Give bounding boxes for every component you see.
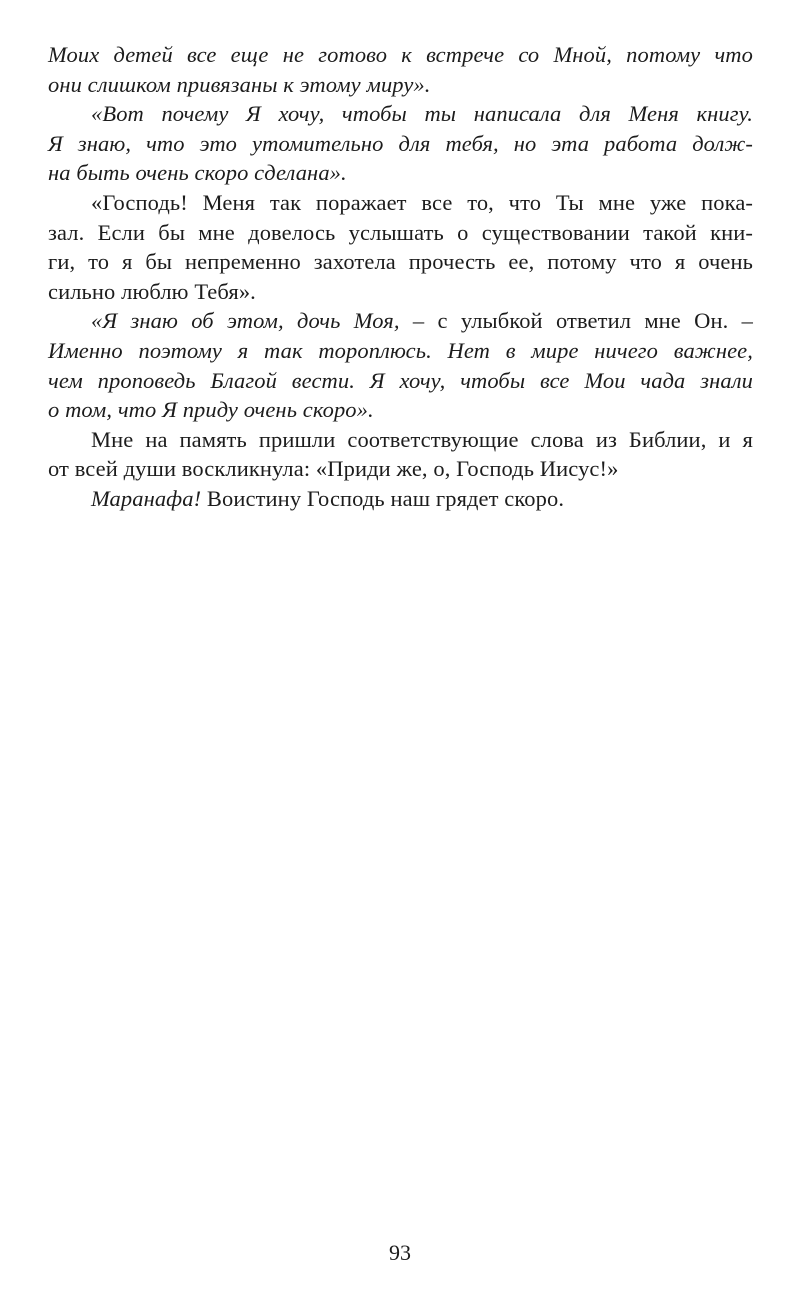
- text-line: [48, 129, 753, 159]
- text-span: Моих детей все еще не готово к встрече со Мной, потому что: [48, 42, 753, 67]
- text-span: они слишком привязаны к этому миру».: [48, 71, 431, 97]
- text-span: чем проповедь Благой вести. Я хочу, чтобы все Мои чада знали: [48, 367, 753, 393]
- text-line: [48, 158, 753, 188]
- text-line: [48, 306, 753, 336]
- text-line: [48, 277, 753, 307]
- text-span: ги, то я бы непременно захотела прочесть ее, потому что я очень: [48, 249, 753, 275]
- text-span: от всей души воскликнула: «Приди же, о, Господь Иисус!»: [48, 456, 619, 482]
- text-span: Воистину Господь наш грядет скоро.: [201, 485, 565, 511]
- text-line: [48, 70, 753, 100]
- text-span: сильно люблю Тебя».: [48, 278, 256, 304]
- text-span: «Господь! Меня так поражает все то, что Ты мне уже пока-: [91, 189, 753, 215]
- page-number: 93: [389, 1240, 411, 1265]
- text-span: Мне на память пришли соответствующие слова из Библии, и я: [91, 426, 753, 452]
- text-line: [48, 484, 753, 514]
- text-line: [48, 454, 753, 484]
- text-line: [48, 366, 753, 396]
- text-line: [48, 336, 753, 366]
- text-span: Маранафа!: [91, 485, 202, 511]
- text-span: о том, что Я приду очень скоро».: [48, 397, 374, 423]
- text-span: Я знаю, что это утомительно для тебя, но эта работа долж-: [48, 130, 753, 156]
- text-span: «Вот почему Я хочу, чтобы ты написала для Меня книгу.: [91, 101, 753, 127]
- text-line: [48, 99, 753, 129]
- text-line: [48, 425, 753, 455]
- text-line: [48, 218, 753, 248]
- text-span: зал. Если бы мне довелось услышать о существовании такой кни-: [48, 219, 753, 245]
- body-text: [48, 40, 753, 514]
- text-span: «Я знаю об этом, дочь Моя,: [91, 308, 400, 334]
- text-line: [48, 40, 753, 70]
- text-span: Именно поэтому я так тороплюсь. Нет в мире ничего важнее,: [48, 337, 753, 363]
- text-line: [48, 188, 753, 218]
- text-line: [48, 247, 753, 277]
- text-span: – с улыбкой ответил мне Он. –: [399, 308, 754, 334]
- text-line: [48, 395, 753, 425]
- text-span: на быть очень скоро сделана».: [48, 160, 347, 186]
